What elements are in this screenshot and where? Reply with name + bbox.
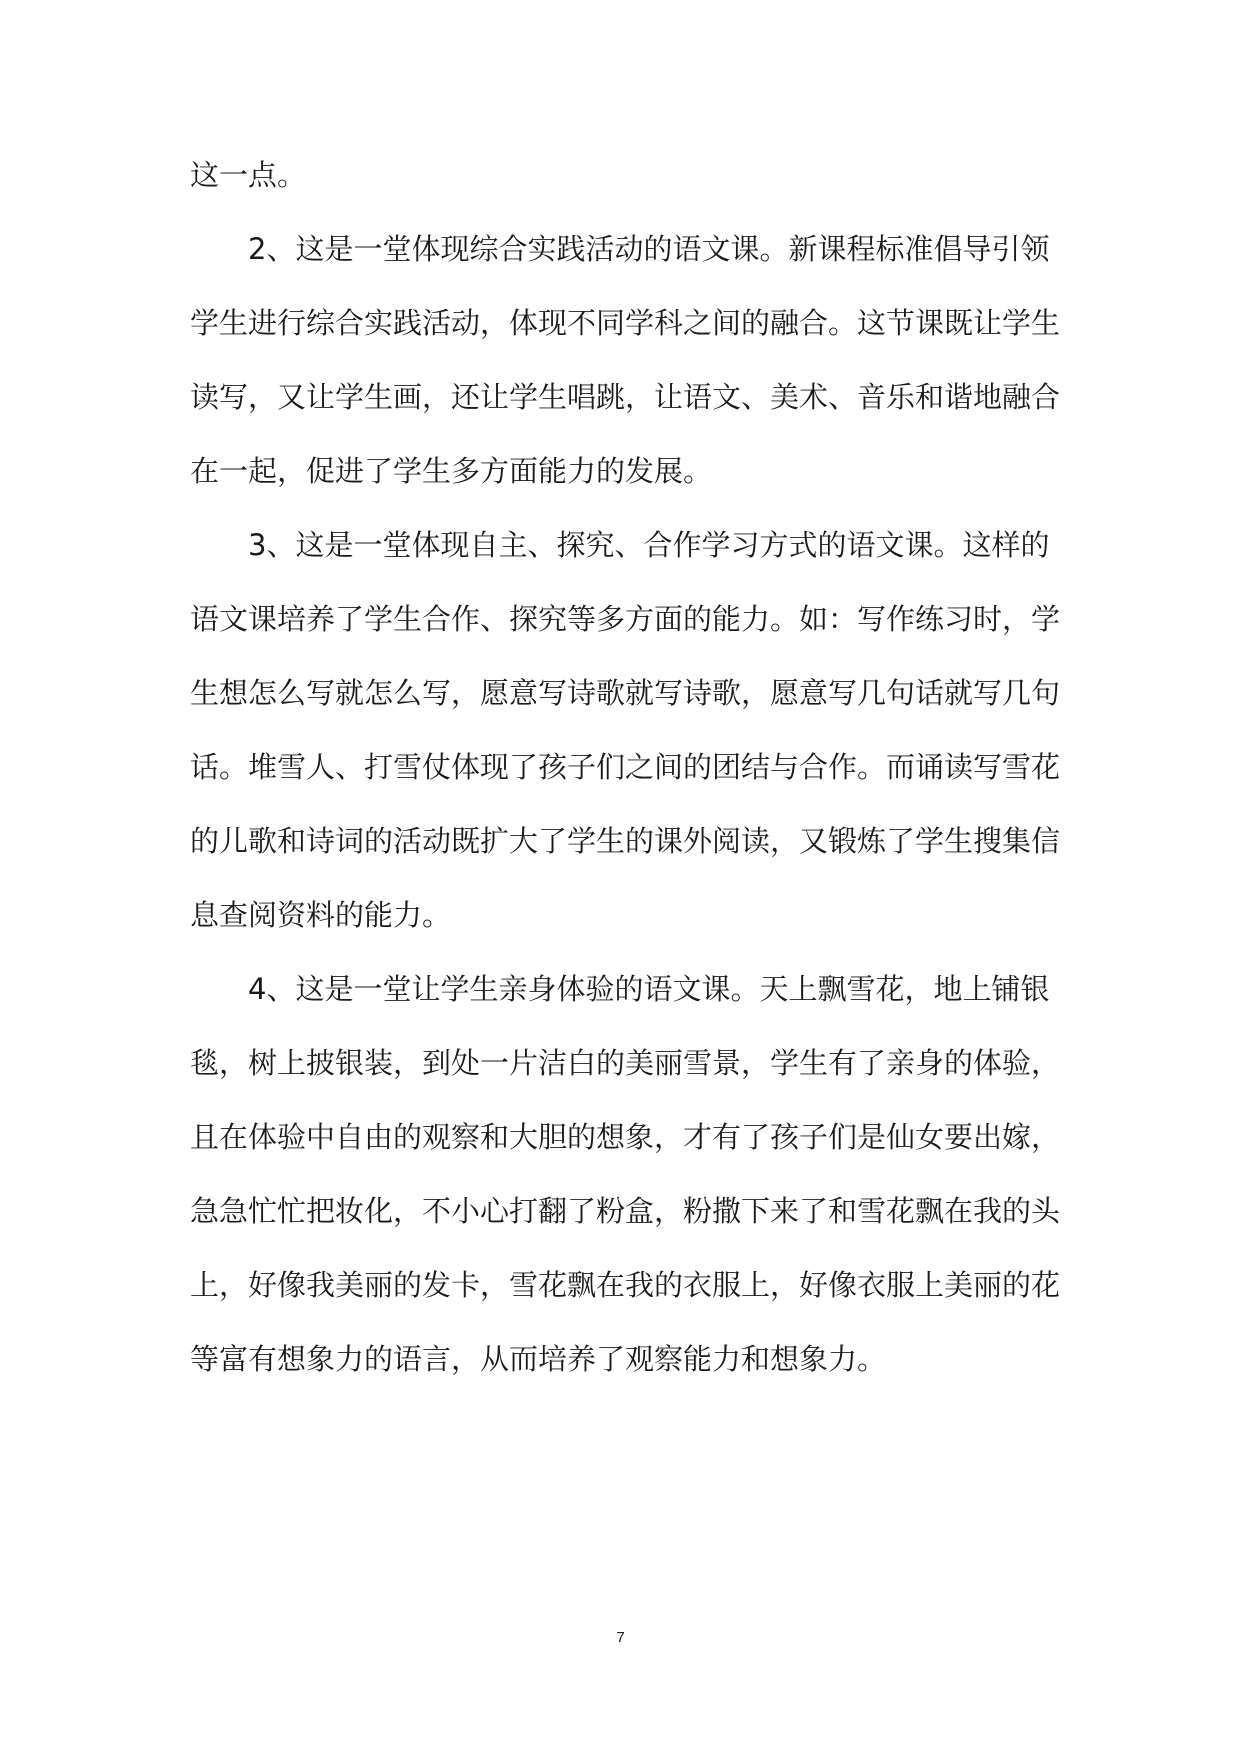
text-line: 息查阅资料的能力。 (190, 898, 452, 932)
text-line: 在一起，促进了学生多方面能力的发展。 (190, 454, 713, 488)
text-line: 的儿歌和诗词的活动既扩大了学生的课外阅读，又锻炼了学生搜集信 (190, 824, 1061, 858)
page-number: 7 (616, 1629, 625, 1646)
text-line: 急急忙忙把妆化，不小心打翻了粉盒，粉撒下来了和雪花飘在我的头 (190, 1194, 1061, 1228)
text-line: 学生进行综合实践活动，体现不同学科之间的融合。这节课既让学生 (190, 306, 1061, 340)
text-line: 语文课培养了学生合作、探究等多方面的能力。如：写作练习时，学 (190, 602, 1061, 636)
paragraph-3-first-line: 3、这是一堂体现自主、探究、合作学习方式的语文课。这样的 (248, 528, 1050, 562)
text-line: 生想怎么写就怎么写，愿意写诗歌就写诗歌，愿意写几句话就写几句 (190, 676, 1061, 710)
text-line: 等富有想象力的语言，从而培养了观察能力和想象力。 (190, 1342, 887, 1376)
text-line: 这一点。 (190, 158, 307, 192)
text-line: 上，好像我美丽的发卡，雪花飘在我的衣服上，好像衣服上美丽的花 (190, 1268, 1061, 1302)
text-line: 读写，又让学生画，还让学生唱跳，让语文、美术、音乐和谐地融合 (190, 380, 1061, 414)
body-text (190, 138, 1061, 1396)
paragraph-2-first-line: 2、这是一堂体现综合实践活动的语文课。新课程标准倡导引领 (248, 232, 1050, 266)
text-line: 且在体验中自由的观察和大胆的想象，才有了孩子们是仙女要出嫁， (190, 1120, 1061, 1154)
text-line: 毯，树上披银装，到处一片洁白的美丽雪景，学生有了亲身的体验， (190, 1046, 1061, 1080)
text-line: 话。堆雪人、打雪仗体现了孩子们之间的团结与合作。而诵读写雪花 (190, 750, 1061, 784)
paragraph-4-first-line: 4、这是一堂让学生亲身体验的语文课。天上飘雪花，地上铺银 (248, 972, 1050, 1006)
